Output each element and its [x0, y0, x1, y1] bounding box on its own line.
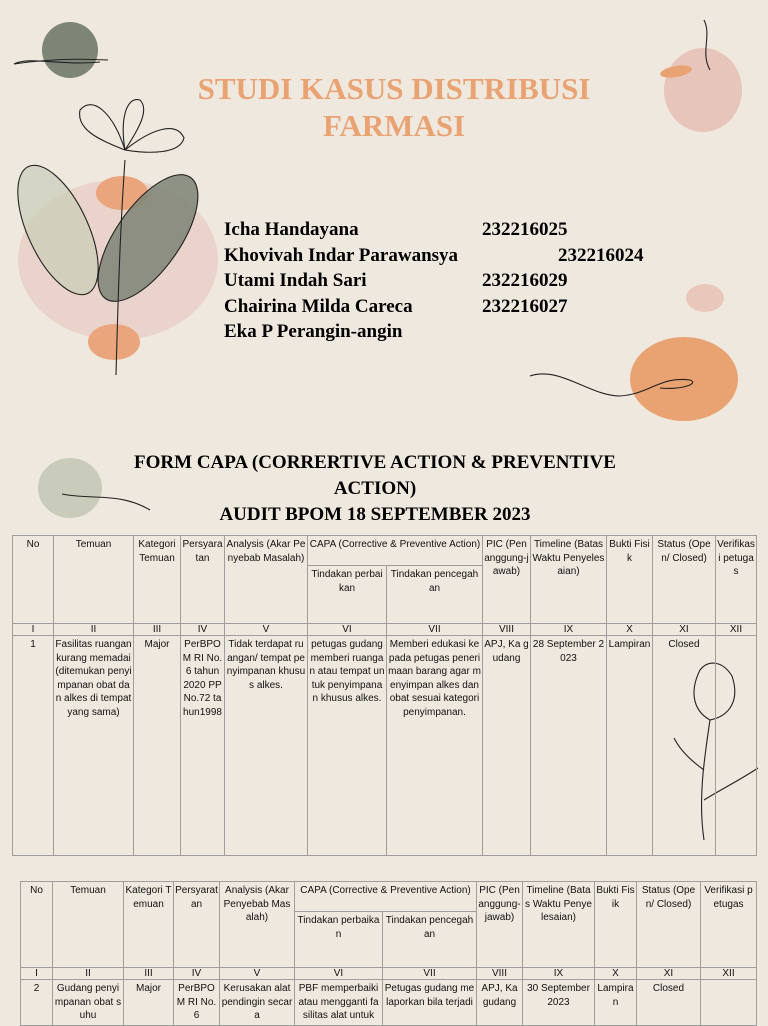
header-pic: PIC (Penanggung-jawab)	[477, 882, 523, 968]
roman-cell: III	[124, 968, 174, 980]
member-name: Eka P Perangin-angin	[224, 321, 403, 342]
header-no: No	[21, 882, 53, 968]
roman-cell: IV	[181, 624, 225, 636]
header-perbaikan: Tindakan perbaikan	[295, 912, 383, 968]
form-title-line-1: FORM CAPA (CORRERTIVE ACTION & PREVENTIVE	[134, 452, 616, 473]
header-pencegahan: Tindakan pencegahan	[383, 912, 477, 968]
member-name: Icha Handayana	[224, 219, 359, 240]
header-analysis: Analysis (Akar Penyebab Masalah)	[220, 882, 295, 968]
header-perbaikan: Tindakan perbaikan	[308, 566, 387, 624]
form-title	[95, 450, 655, 528]
header-bukti: Bukti Fisik	[607, 536, 653, 624]
header-kategori: Kategori Temuan	[134, 536, 181, 624]
roman-cell: IV	[174, 968, 220, 980]
title-line-1: STUDI KASUS DISTRIBUSI	[197, 71, 591, 106]
roman-cell: VI	[308, 624, 387, 636]
cell-perbaikan: PBF memperbaiki atau mengganti fasilitas alat untuk	[295, 980, 383, 1026]
table-row	[13, 636, 757, 856]
roman-cell: XI	[653, 624, 716, 636]
cell-pic: APJ, Ka gudang	[483, 636, 531, 856]
header-bukti: Bukti Fisik	[595, 882, 637, 968]
header-timeline: Timeline (Batas Waktu Penyelesaian)	[531, 536, 607, 624]
member-id: 232216027	[482, 295, 568, 317]
cell-no: 1	[13, 636, 54, 856]
header-capa: CAPA (Corrective & Preventive Action)	[308, 536, 483, 566]
cell-timeline: 30 September 2023	[523, 980, 595, 1026]
cell-pic: APJ, Ka gudang	[477, 980, 523, 1026]
roman-cell: V	[220, 968, 295, 980]
cell-bukti: Lampiran	[607, 636, 653, 856]
header-timeline: Timeline (Batas Waktu Penyelesaian)	[523, 882, 595, 968]
member-id: 232216025	[482, 219, 568, 240]
cell-verifikasi	[701, 980, 757, 1026]
cell-status: Closed	[637, 980, 701, 1026]
header-temuan: Temuan	[54, 536, 134, 624]
cell-analysis: Tidak terdapat ruangan/ tempat penyimpanan khusus alkes.	[225, 636, 308, 856]
cell-persyaratan: PerBPOM RI No.6 tahun 2020 PP No.72 tahun1998	[181, 636, 225, 856]
cell-kategori: Major	[124, 980, 174, 1026]
header-status: Status (Open/ Closed)	[637, 882, 701, 968]
header-temuan: Temuan	[53, 882, 124, 968]
presentation-title	[0, 70, 768, 144]
cell-verifikasi	[716, 636, 757, 856]
roman-cell: X	[607, 624, 653, 636]
header-status: Status (Open/ Closed)	[653, 536, 716, 624]
header-no: No	[13, 536, 54, 624]
roman-cell: II	[53, 968, 124, 980]
cell-timeline: 28 September 2023	[531, 636, 607, 856]
cell-analysis: Kerusakan alat pendingin secara	[220, 980, 295, 1026]
roman-cell: VIII	[477, 968, 523, 980]
member-name: Khovivah Indar Parawansya	[224, 244, 459, 266]
roman-cell: IX	[531, 624, 607, 636]
header-verifikasi: Verifikasi petugas	[701, 882, 757, 968]
cell-temuan: Fasilitas ruangan kurang memadai (ditemukan penyimpanan obat dan alkes di tempat yang sama)	[54, 636, 134, 856]
roman-cell: XII	[701, 968, 757, 980]
roman-cell: XII	[716, 624, 757, 636]
roman-cell: I	[13, 624, 54, 636]
header-persyaratan: Persyaratan	[181, 536, 225, 624]
cell-kategori: Major	[134, 636, 181, 856]
roman-cell: V	[225, 624, 308, 636]
roman-cell: I	[21, 968, 53, 980]
roman-cell: VII	[387, 624, 483, 636]
header-kategori: Kategori Temuan	[124, 882, 174, 968]
member-id: 232216029	[482, 270, 568, 291]
roman-cell: II	[54, 624, 134, 636]
member-name: Chairina Milda Careca	[224, 295, 413, 317]
cell-pencegahan: Memberi edukasi kepada petugas penerimaan barang agar menyimpan alkes dan obat sesuai kategori penyimpanan.	[387, 636, 483, 856]
cell-persyaratan: PerBPOM RI No.6	[174, 980, 220, 1026]
cell-perbaikan: petugas gudang memberi ruangan atau tempat untuk penyimpanan khusus alkes.	[308, 636, 387, 856]
form-title-line-2: ACTION)	[333, 478, 417, 499]
cell-status: Closed	[653, 636, 716, 856]
form-title-line-3: AUDIT BPOM 18 SEPTEMBER 2023	[219, 504, 531, 525]
header-pic: PIC (Penanggung-jawab)	[483, 536, 531, 624]
header-verifikasi: Verifikasi petugas	[716, 536, 757, 624]
table-row	[21, 980, 757, 1026]
roman-cell: IX	[523, 968, 595, 980]
title-line-2: FARMASI	[322, 108, 466, 143]
capa-table-2	[20, 881, 757, 1026]
roman-cell: VIII	[483, 624, 531, 636]
roman-cell: VI	[295, 968, 383, 980]
member-name: Utami Indah Sari	[224, 270, 367, 291]
header-pencegahan: Tindakan pencegahan	[387, 566, 483, 624]
roman-cell: VII	[383, 968, 477, 980]
header-persyaratan: Persyaratan	[174, 882, 220, 968]
header-analysis: Analysis (Akar Penyebab Masalah)	[225, 536, 308, 624]
roman-cell: XI	[637, 968, 701, 980]
roman-cell: X	[595, 968, 637, 980]
header-capa: CAPA (Corrective & Preventive Action)	[295, 882, 477, 912]
cell-temuan: Gudang penyimpanan obat suhu	[53, 980, 124, 1026]
cell-no: 2	[21, 980, 53, 1026]
capa-table-1	[12, 535, 757, 856]
member-id: 232216024	[558, 244, 644, 266]
cell-bukti: Lampiran	[595, 980, 637, 1026]
roman-cell: III	[134, 624, 181, 636]
cell-pencegahan: Petugas gudang melaporkan bila terjadi	[383, 980, 477, 1026]
